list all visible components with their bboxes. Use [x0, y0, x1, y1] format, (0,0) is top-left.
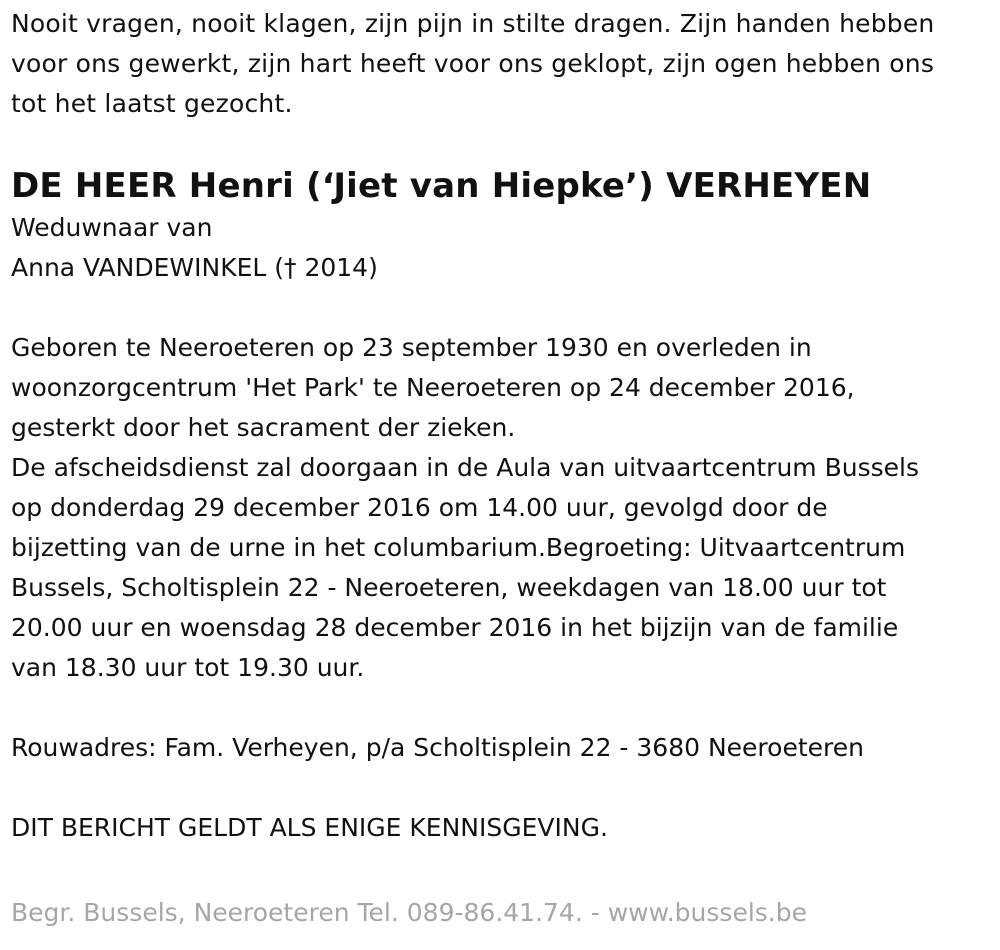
notice-text: DIT BERICHT GELDT ALS ENIGE KENNISGEVING.	[11, 813, 608, 842]
motto-text: Nooit vragen, nooit klagen, zijn pijn in stilte dragen. Zijn handen hebben voor ons gewerkt, zijn hart heeft voor ons geklopt, zijn ogen hebben ons tot het laatst gezocht.	[11, 9, 935, 118]
funeral-home-footer: Begr. Bussels, Neeroeteren Tel. 089-86.41.74. - www.bussels.be	[11, 898, 807, 927]
relation-block	[11, 208, 993, 288]
deceased-name: DE HEER Henri (‘Jiet van Hiepke’) VERHEYEN	[11, 166, 872, 206]
details-text: Geboren te Neeroeteren op 23 september 1930 en overleden in woonzorgcentrum 'Het Park' te Neeroeteren op 24 december 2016, gesterkt door het sacrament der zieken. De afscheidsdienst zal doorgaan in de Aula van uitvaartcentrum Bussels op donderdag 29 december 2016 om 14.00 uur, gevolgd door de bijzetting van de urne in het columbarium.Begroeting: Uitvaartcentrum Bussels, Scholtisplein 22 - Neeroeteren, weekdagen van 18.00 uur tot 20.00 uur en woensdag 28 december 2016 in het bijzijn van de familie van 18.30 uur tot 19.30 uur.	[11, 333, 919, 682]
spouse-name: Anna VANDEWINKEL († 2014)	[11, 253, 378, 282]
obituary-notice	[11, 4, 993, 848]
relation-label: Weduwnaar van	[11, 213, 213, 242]
mourning-address: Rouwadres: Fam. Verheyen, p/a Scholtisplein 22 - 3680 Neeroeteren	[11, 733, 864, 762]
